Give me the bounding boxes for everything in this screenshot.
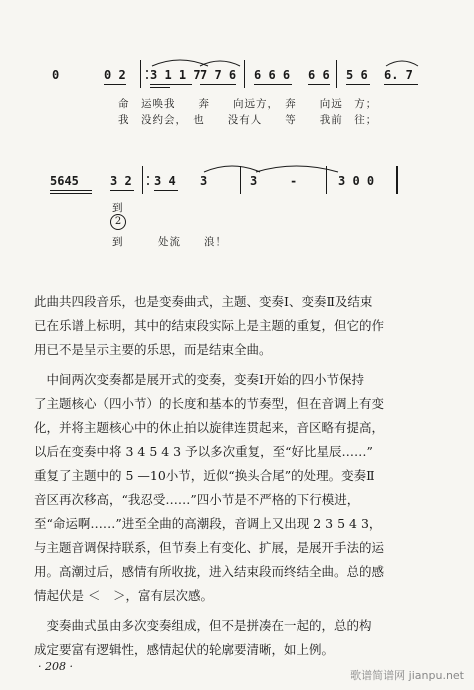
measure-9: 5645: [50, 174, 79, 188]
measure-8: 6. 7: [384, 68, 413, 82]
measure-13: 3: [250, 174, 258, 188]
page-number: · 208 ·: [38, 660, 73, 673]
paragraph-1: 此曲共四段音乐，也是变奏曲式，主题、变奏Ⅰ、变奏Ⅱ及结束 已在乐谱上标明，其中的结束段实际上是主题的重复，但它的作 用已不是呈示主要的乐思，而是结束全曲。: [34, 294, 385, 357]
paragraph-3: 变奏曲式虽由多次变奏组成，但不是拼凑在一起的，总的构 成定要富有逻辑性，感情起伏的轮廓要清晰，如上例。: [34, 618, 372, 657]
slur-marks: [140, 50, 440, 70]
lyric-row2-bottom: 到 处流 浪！: [112, 236, 227, 248]
measure-12: 3: [200, 174, 208, 188]
lyric-line-2: 我 没约会， 也 没有人 等 我前 往；: [118, 114, 378, 126]
circled-number: 2: [110, 214, 126, 230]
measure-10: 3 2: [110, 174, 132, 188]
lyric-line-1: 命 运唤我 奔 向远方， 奔 向远 方；: [118, 98, 378, 110]
paragraph-2: 中间两次变奏都是展开式的变奏，变奏Ⅰ开始的四小节保持 了主题核心（四小节）的长度和基本的节奏型，但在音调上有变 化，并将主题核心中的休止拍以旋律连贯起来，音区略有提高， 以后在变奏中将 3 4 5 4 3 予以多次重复，至“好比星辰……” 重复了主题中的 5 —10小节，近似“换头合尾”的处理。变奏Ⅱ 音区再次移高，“我忍受……”四小节是不严格的下行模进， 至“命运啊……”进至全曲的高潮段，音调上又出现 2 3 5 4 3， 与主题音调保持联系，但节奏上有变化、扩展，是展开手法的运 用。高潮过后，感情有所收拢，进入结束段而终结全曲。总的感 情起伏是 ＜ ＞，富有层次感。: [34, 372, 385, 603]
measure-5: 6 6 6: [254, 68, 291, 82]
measure-14: -: [290, 174, 298, 188]
measure-1: 0: [52, 68, 60, 82]
barline: [142, 166, 143, 194]
measure-3: 3 1 1 7: [150, 68, 201, 82]
tie-marks: [196, 156, 356, 176]
lyric-row2-top: 到: [112, 202, 124, 214]
final-barline: [396, 166, 398, 194]
measure-11: 3 4: [154, 174, 176, 188]
measure-4: 7 7 6: [200, 68, 237, 82]
watermark: 歌谱简谱网 jianpu.net: [350, 669, 464, 682]
body-text: [34, 290, 434, 662]
measure-15: 3 0 0: [338, 174, 375, 188]
measure-2: 0 2: [104, 68, 126, 82]
measure-6: 6 6: [308, 68, 330, 82]
measure-7: 5 6: [346, 68, 368, 82]
